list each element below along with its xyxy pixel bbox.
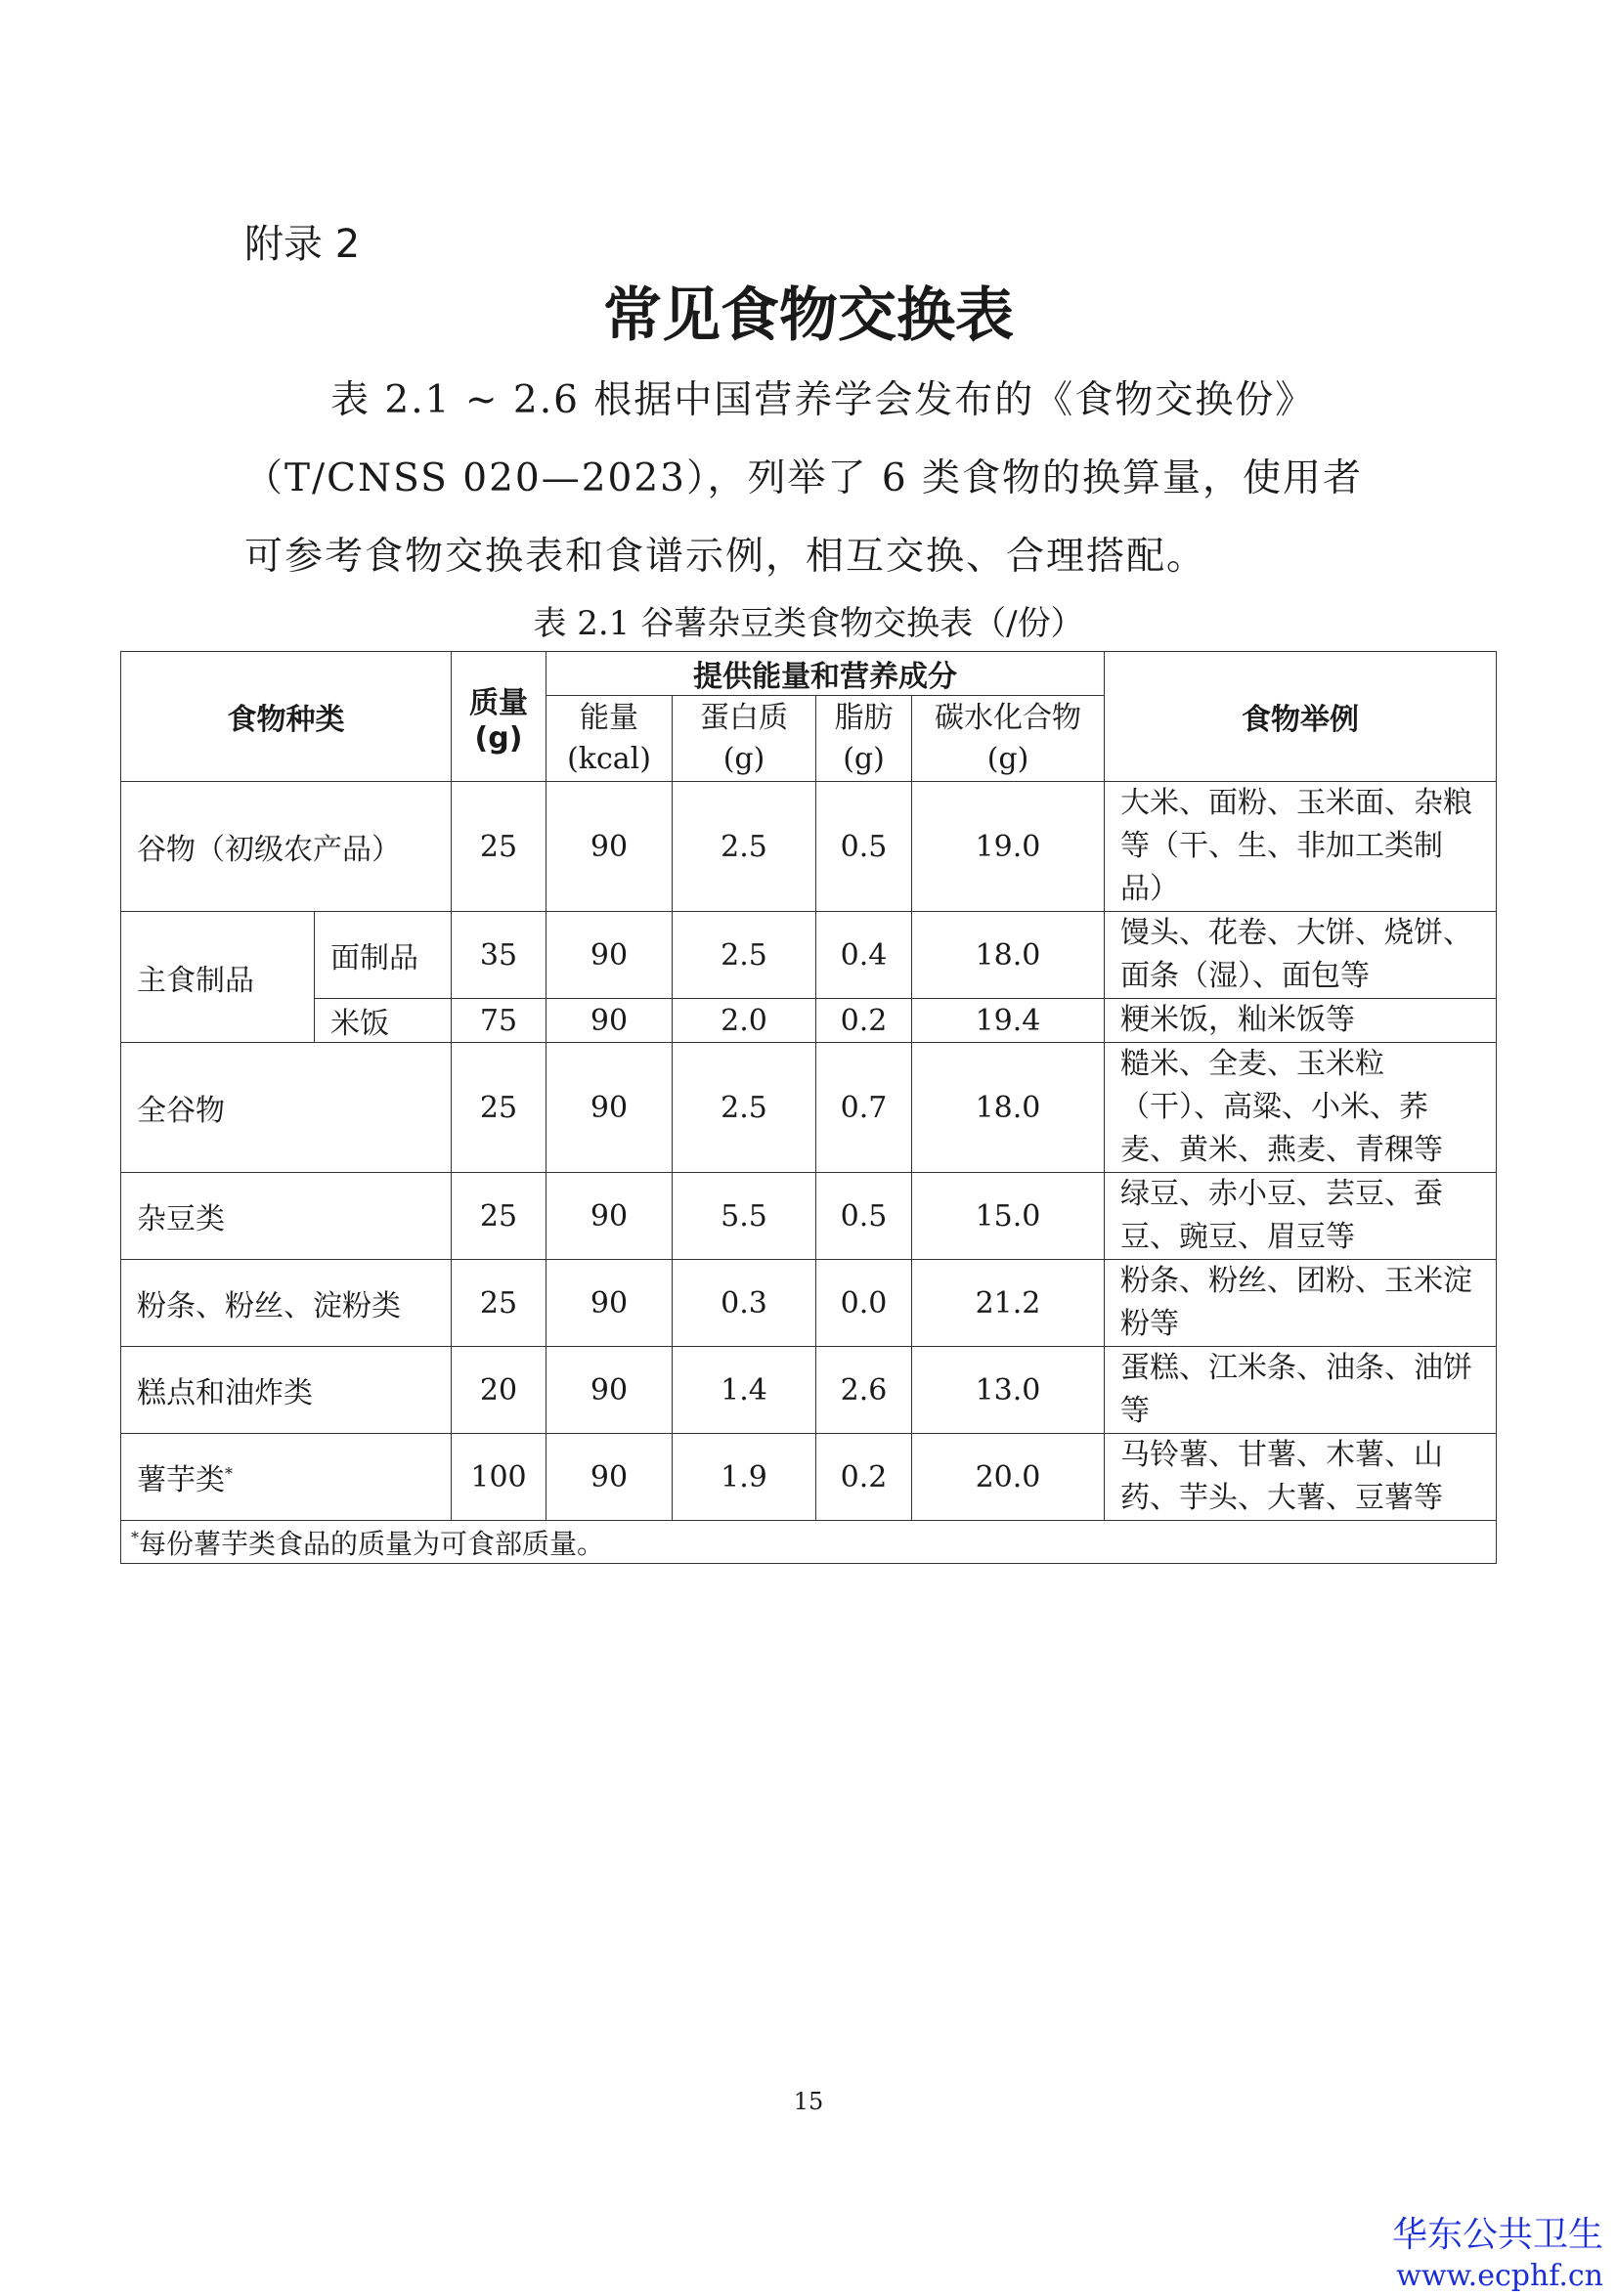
cell-energy: 90 [546,1260,673,1347]
food-name: 薯芋类 [137,1463,225,1497]
appendix-label: 附录 2 [244,222,361,267]
table-footnote-row [121,1521,1497,1564]
table-caption: 表 2.1 谷薯杂豆类食物交换表（/份） [533,604,1084,643]
cell-mass: 20 [452,1347,546,1434]
header-protein [673,696,816,782]
cell-energy: 90 [546,782,673,912]
food-name: 谷物（初级农产品） [121,782,452,912]
cell-examples: 蛋糕、江米条、油条、油饼等 [1105,1347,1497,1434]
header-protein-unit: (g) [722,741,765,776]
header-fat [816,696,912,782]
cell-protein: 2.5 [673,1043,816,1173]
watermark-name: 华东公共卫生 [1391,2215,1603,2255]
cell-protein: 5.5 [673,1173,816,1260]
food-name: 面制品 [315,912,452,999]
table-row [121,999,1497,1043]
table-row [121,912,1497,999]
cell-fat: 0.4 [816,912,912,999]
cell-examples: 粉条、粉丝、团粉、玉米淀粉等 [1105,1260,1497,1347]
cell-protein: 2.5 [673,912,816,999]
cell-carb: 21.2 [912,1260,1105,1347]
cell-carb: 13.0 [912,1347,1105,1434]
cell-energy: 90 [546,912,673,999]
header-protein-label: 蛋白质 [700,700,788,735]
cell-mass: 35 [452,912,546,999]
cell-carb: 20.0 [912,1434,1105,1521]
food-name: 粉条、粉丝、淀粉类 [121,1260,452,1347]
header-carb-label: 碳水化合物 [935,700,1081,735]
cell-energy: 90 [546,1173,673,1260]
watermark [1392,2214,1603,2296]
cell-mass: 25 [452,1260,546,1347]
table-row [121,1347,1497,1434]
header-examples: 食物举例 [1105,652,1497,782]
cell-carb: 18.0 [912,912,1105,999]
cell-fat: 0.5 [816,782,912,912]
cell-carb: 18.0 [912,1043,1105,1173]
cell-examples: 馒头、花卷、大饼、烧饼、面条（湿）、面包等 [1105,912,1497,999]
cell-protein: 2.0 [673,999,816,1043]
header-mass-label: 质量 [469,685,528,720]
cell-carb: 19.0 [912,782,1105,912]
cell-fat: 0.0 [816,1260,912,1347]
footnote-mark: * [131,1528,139,1547]
cell-carb: 15.0 [912,1173,1105,1260]
intro-paragraph [244,362,1388,596]
cell-mass: 25 [452,1173,546,1260]
food-name: 米饭 [315,999,452,1043]
header-carb [912,696,1105,782]
food-group: 主食制品 [121,912,315,1043]
table-row [121,782,1497,912]
footnote-text: 每份薯芋类食品的质量为可食部质量。 [139,1527,605,1560]
food-name: 糕点和油炸类 [121,1347,452,1434]
food-name-cell [121,1434,452,1521]
header-fat-label: 脂肪 [834,700,894,735]
header-mass [452,652,546,782]
cell-mass: 25 [452,782,546,912]
page-number: 15 [793,2088,824,2115]
cell-examples: 糙米、全麦、玉米粒（干）、高粱、小米、荞麦、黄米、燕麦、青稞等 [1105,1043,1497,1173]
intro-line: 表 2.1 ~ 2.6 根据中国营养学会发布的《食物交换份》 [330,378,1316,422]
cell-mass: 25 [452,1043,546,1173]
table-row [121,1434,1497,1521]
cell-fat: 0.7 [816,1043,912,1173]
cell-fat: 0.2 [816,1434,912,1521]
cell-fat: 0.5 [816,1173,912,1260]
cell-mass: 100 [452,1434,546,1521]
intro-line: 可参考食物交换表和食谱示例，相互交换、合理搭配。 [244,535,1207,579]
cell-protein: 1.9 [673,1434,816,1521]
cell-energy: 90 [546,1347,673,1434]
header-energy-unit: (kcal) [567,741,651,776]
table-row [121,1260,1497,1347]
header-food-type: 食物种类 [121,652,452,782]
cell-fat: 2.6 [816,1347,912,1434]
table-row [121,1043,1497,1173]
cell-protein: 0.3 [673,1260,816,1347]
cell-protein: 2.5 [673,782,816,912]
footnote-marker: * [225,1464,233,1483]
table-footnote [121,1521,1497,1564]
watermark-url: www.ecphf.cn [1396,2259,1603,2293]
cell-energy: 90 [546,1434,673,1521]
page-title: 常见食物交换表 [603,282,1014,350]
cell-examples: 马铃薯、甘薯、木薯、山药、芋头、大薯、豆薯等 [1105,1434,1497,1521]
cell-examples: 粳米饭，籼米饭等 [1105,999,1497,1043]
header-energy-label: 能量 [580,700,638,735]
cell-examples: 大米、面粉、玉米面、杂粮等（干、生、非加工类制品） [1105,782,1497,912]
header-carb-unit: (g) [986,741,1029,776]
food-name: 全谷物 [121,1043,452,1173]
header-mass-unit: (g) [474,720,523,756]
food-name: 杂豆类 [121,1173,452,1260]
cell-mass: 75 [452,999,546,1043]
cell-energy: 90 [546,999,673,1043]
header-fat-unit: (g) [843,741,885,776]
table-row [121,1173,1497,1260]
header-energy [546,696,673,782]
cell-protein: 1.4 [673,1347,816,1434]
intro-line: （T/CNSS 020—2023），列举了 6 类食物的换算量，使用者 [244,456,1364,500]
header-nutrients-group: 提供能量和营养成分 [546,652,1105,696]
cell-energy: 90 [546,1043,673,1173]
cell-fat: 0.2 [816,999,912,1043]
food-exchange-table [120,651,1497,1564]
cell-carb: 19.4 [912,999,1105,1043]
cell-examples: 绿豆、赤小豆、芸豆、蚕豆、豌豆、眉豆等 [1105,1173,1497,1260]
